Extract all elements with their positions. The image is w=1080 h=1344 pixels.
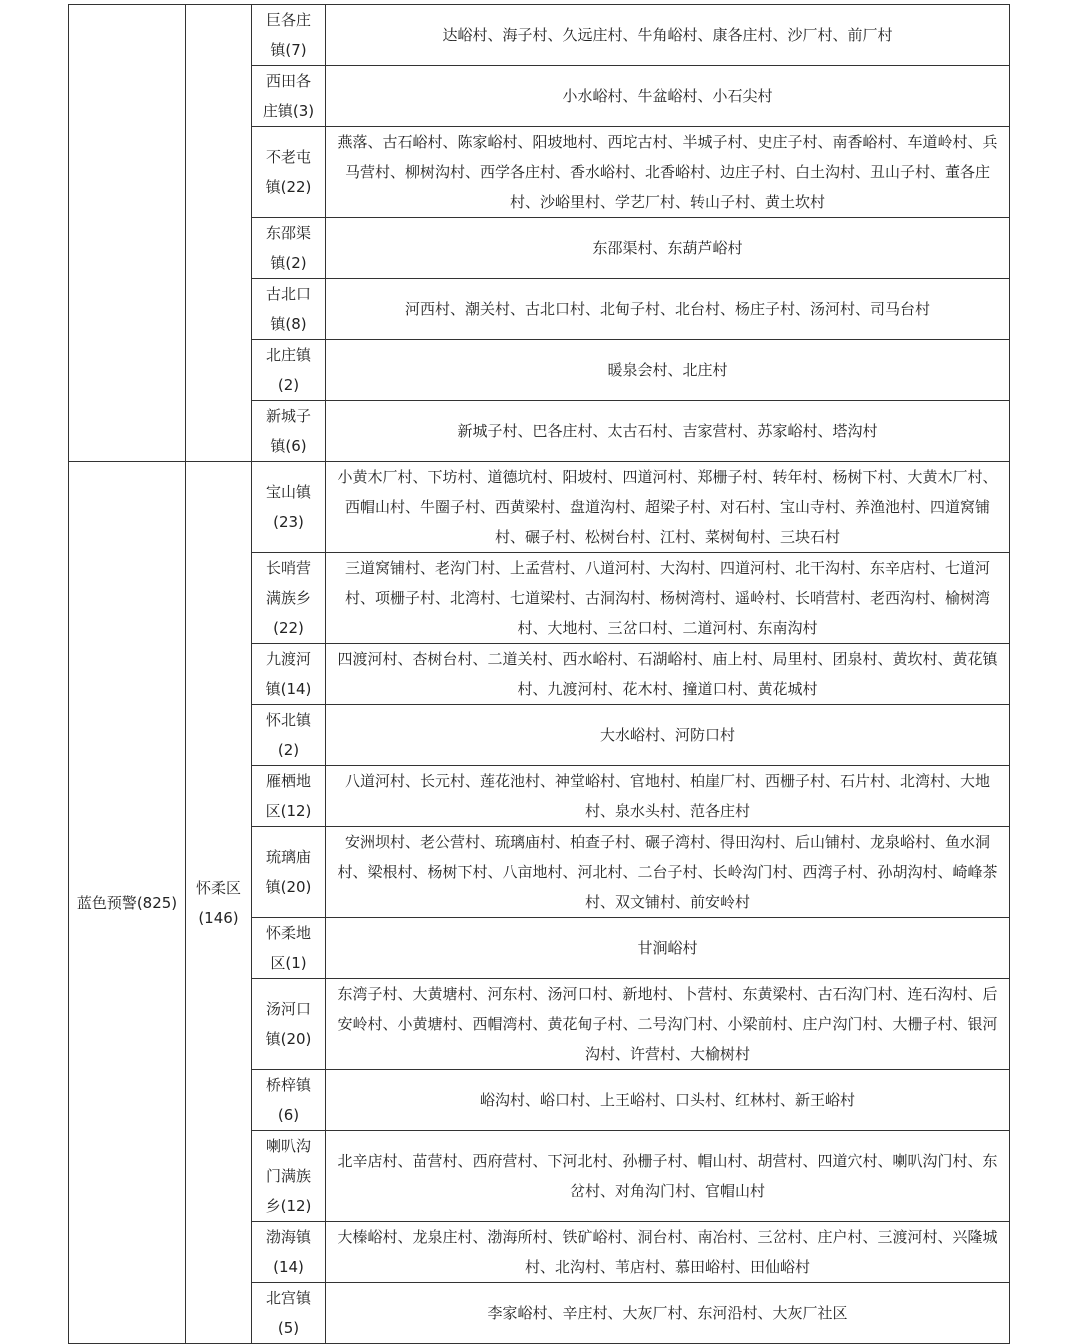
town-name: 雁栖地 — [265, 772, 311, 790]
town-count: (5) — [277, 1319, 300, 1337]
town-cell — [252, 766, 326, 827]
villages-cell: 四渡河村、杏树台村、二道关村、西水峪村、石湖峪村、庙上村、局里村、团泉村、黄坎村、黄花镇村、九渡河村、花木村、撞道口村、黄花城村 — [326, 644, 1010, 705]
town-count: 镇(22) — [265, 178, 312, 196]
town-name: 怀北镇 — [265, 711, 311, 729]
town-cell — [252, 918, 326, 979]
town-cell — [252, 127, 326, 218]
town-name: 九渡河 — [265, 650, 311, 668]
town-name: 西田各 — [265, 72, 311, 90]
town-cell — [252, 401, 326, 462]
town-cell — [252, 553, 326, 644]
town-count: 门满族 乡(12) — [265, 1167, 312, 1215]
villages-cell: 峪沟村、峪口村、上王峪村、口头村、红林村、新王峪村 — [326, 1070, 1010, 1131]
town-name: 渤海镇 — [265, 1228, 311, 1246]
town-cell — [252, 827, 326, 918]
villages-cell: 李家峪村、辛庄村、大灰厂村、东河沿村、大灰厂社区 — [326, 1283, 1010, 1344]
villages-cell: 三道窝铺村、老沟门村、上孟营村、八道河村、大沟村、四道河村、北干沟村、东辛店村、七道河村、项栅子村、北湾村、七道梁村、古洞沟村、杨树湾村、遥岭村、长哨营村、老西沟村、榆树湾村、大地村、三岔口村、二道河村、东南沟村 — [326, 553, 1010, 644]
town-count: 满族乡 (22) — [265, 589, 311, 637]
town-name: 不老屯 — [265, 148, 311, 166]
town-cell — [252, 705, 326, 766]
villages-cell: 大榛峪村、龙泉庄村、渤海所村、铁矿峪村、洞台村、南冶村、三岔村、庄户村、三渡河村、兴隆城村、北沟村、苇店村、慕田峪村、田仙峪村 — [326, 1222, 1010, 1283]
village-warning-table — [68, 4, 1010, 1344]
villages-cell: 新城子村、巴各庄村、太古石村、吉家营村、苏家峪村、塔沟村 — [326, 401, 1010, 462]
town-name: 宝山镇 — [265, 483, 311, 501]
town-count: 区(1) — [270, 954, 307, 972]
town-name: 巨各庄 — [265, 11, 311, 29]
town-count: 镇(20) — [265, 1030, 312, 1048]
villages-cell: 大水峪村、河防口村 — [326, 705, 1010, 766]
town-cell — [252, 279, 326, 340]
town-name: 北宫镇 — [265, 1289, 311, 1307]
town-name: 汤河口 — [265, 1000, 311, 1018]
villages-cell: 甘涧峪村 — [326, 918, 1010, 979]
warning-level-cell — [69, 5, 186, 462]
town-name: 喇叭沟 — [265, 1137, 311, 1155]
villages-cell: 北辛店村、苗营村、西府营村、下河北村、孙栅子村、帽山村、胡营村、四道穴村、喇叭沟门村、东岔村、对角沟门村、官帽山村 — [326, 1131, 1010, 1222]
town-count: (2) — [277, 376, 300, 394]
town-name: 怀柔地 — [265, 924, 311, 942]
town-cell — [252, 1283, 326, 1344]
town-cell — [252, 462, 326, 553]
district-cell — [186, 462, 252, 1344]
villages-cell: 八道河村、长元村、莲花池村、神堂峪村、官地村、柏崖厂村、西栅子村、石片村、北湾村、大地村、泉水头村、范各庄村 — [326, 766, 1010, 827]
district-cell — [186, 5, 252, 462]
town-cell — [252, 1131, 326, 1222]
town-count: 镇(20) — [265, 878, 312, 896]
town-count: 庄镇(3) — [262, 102, 315, 120]
town-cell — [252, 644, 326, 705]
town-cell — [252, 66, 326, 127]
town-count: (14) — [273, 1258, 304, 1276]
town-count: (23) — [273, 513, 304, 531]
district-count: (146) — [198, 908, 239, 927]
town-cell — [252, 1070, 326, 1131]
town-name: 长哨营 — [265, 559, 311, 577]
town-cell — [252, 979, 326, 1070]
villages-cell: 东湾子村、大黄塘村、河东村、汤河口村、新地村、卜营村、东黄梁村、古石沟门村、连石沟村、后安岭村、小黄塘村、西帽湾村、黄花甸子村、二号沟门村、小梁前村、庄户沟门村、大栅子村、银河沟村、许营村、大榆树村 — [326, 979, 1010, 1070]
villages-cell: 燕落、古石峪村、陈家峪村、阳坡地村、西坨古村、半城子村、史庄子村、南香峪村、车道岭村、兵马营村、柳树沟村、西学各庄村、香水峪村、北香峪村、边庄子村、白土沟村、丑山子村、董各庄村、沙峪里村、学艺厂村、转山子村、黄土坎村 — [326, 127, 1010, 218]
town-count: (6) — [277, 1106, 300, 1124]
town-count: 镇(7) — [270, 41, 307, 59]
town-name: 桥梓镇 — [265, 1076, 311, 1094]
warning-level-cell: 蓝色预警(825) — [69, 462, 186, 1344]
town-cell — [252, 1222, 326, 1283]
town-count: 镇(2) — [270, 254, 307, 272]
town-count: (2) — [277, 741, 300, 759]
town-cell — [252, 5, 326, 66]
villages-cell: 安洲坝村、老公营村、琉璃庙村、柏查子村、碾子湾村、得田沟村、后山铺村、龙泉峪村、鱼水洞村、梁根村、杨树下村、八亩地村、河北村、二台子村、长岭沟门村、西湾子村、孙胡沟村、崎峰茶村、双文铺村、前安岭村 — [326, 827, 1010, 918]
district-name: 怀柔区 — [195, 878, 241, 897]
table-row — [69, 5, 1010, 66]
villages-cell: 河西村、潮关村、古北口村、北甸子村、北台村、杨庄子村、汤河村、司马台村 — [326, 279, 1010, 340]
villages-cell: 暖泉会村、北庄村 — [326, 340, 1010, 401]
town-count: 镇(6) — [270, 437, 307, 455]
town-cell — [252, 340, 326, 401]
town-count: 区(12) — [265, 802, 312, 820]
town-cell — [252, 218, 326, 279]
town-name: 琉璃庙 — [265, 848, 311, 866]
town-count: 镇(14) — [265, 680, 312, 698]
table-row — [69, 462, 1010, 553]
town-name: 东邵渠 — [265, 224, 311, 242]
villages-cell: 东邵渠村、东葫芦峪村 — [326, 218, 1010, 279]
town-name: 北庄镇 — [265, 346, 311, 364]
town-count: 镇(8) — [270, 315, 307, 333]
town-name: 新城子 — [265, 407, 311, 425]
villages-cell: 小水峪村、牛盆峪村、小石尖村 — [326, 66, 1010, 127]
villages-cell: 达峪村、海子村、久远庄村、牛角峪村、康各庄村、沙厂村、前厂村 — [326, 5, 1010, 66]
villages-cell: 小黄木厂村、下坊村、道德坑村、阳坡村、四道河村、郑栅子村、转年村、杨树下村、大黄木厂村、西帽山村、牛圈子村、西黄梁村、盘道沟村、超梁子村、对石村、宝山寺村、养渔池村、四道窝铺村、碾子村、松树台村、江村、菜树甸村、三块石村 — [326, 462, 1010, 553]
town-name: 古北口 — [265, 285, 311, 303]
